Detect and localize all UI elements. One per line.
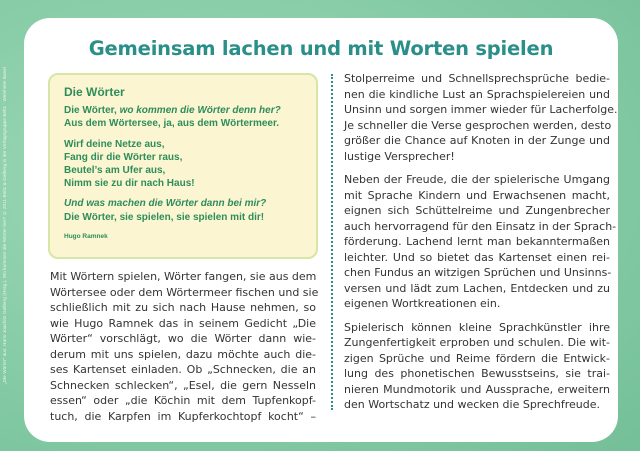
text-line: eignen sich Schüttelreime und Zungenbrecher <box>344 204 610 217</box>
text-line: Schnecken schlecken“, „Esel, die gern Nesseln <box>50 378 316 392</box>
text-line: Wörtersee oder dem Wörtermeer fischen und sie <box>50 285 319 299</box>
poem-line: Nimm sie zu dir nach Haus! <box>64 178 195 190</box>
text-line: Stolperreime und Schnellsprechsprüche bedie- <box>344 72 610 85</box>
text-line: zigen Sprüche und Reime fördern die Entwick- <box>344 351 610 365</box>
text-line: lung des phonetischen Bewusstseins, sie trai- <box>344 367 610 380</box>
poem-line: Beutel’s am Ufer aus, <box>64 165 166 177</box>
text-line: versen und lädt zum Lachen, Entdecken und zu <box>344 281 610 295</box>
text-line: wie Hugo Ramnek das in seinem Gedicht „Die <box>50 316 316 330</box>
text-line: Wörter“ vorschlägt, wo die Wörter dann wie- <box>50 332 316 345</box>
text-line: essen“ oder „die Köchin mit dem Tupfenkopf- <box>50 394 316 407</box>
right-column-text <box>344 71 618 421</box>
poem-line <box>64 104 302 117</box>
text-line: tuch, die Karpfen im Kupferkochtopf kocht“ – <box>50 409 316 423</box>
paragraph-1 <box>344 71 618 164</box>
poem-stanza-2 <box>64 138 302 191</box>
text-line: Neben der Freude, die der spielerische Umgang <box>344 173 610 186</box>
text-line: schließlich mit zu sich nach Hause nehmen, so <box>50 301 316 314</box>
content-card <box>24 18 618 442</box>
poem-line: Die Wörter, sie spielen, sie spielen mit dir! <box>64 211 265 223</box>
copyright-credit: „Die Wörter“ aus: Hans-Joachim Gelberg (Hrsg.), Wo kommen die Wörter her? © 2011 Beltz & Gelberg in der Verlagsgruppe Beltz · Weinheim Basel <box>2 67 7 384</box>
text-line: eigenen Wortkreationen ein. <box>344 297 501 310</box>
poem-line: Und was machen die Wörter dann bei mir? <box>64 198 267 210</box>
text-line: nen die kindliche Lust an Sprachspielereien und <box>344 87 610 101</box>
poem-author: Hugo Ramnek <box>64 232 108 240</box>
text-line: Je schneller die Verse gesprochen werden, desto <box>344 118 612 132</box>
poem-title: Die Wörter <box>64 85 125 99</box>
poem-stanza-3 <box>64 197 302 223</box>
poem-line-part-italic: wo kommen die Wörter denn her? <box>119 105 281 117</box>
text-line: Mit Wörtern spielen, Wörter fangen, sie aus dem <box>50 270 317 283</box>
text-line: ses Kartenset einladen. Ob „Schnecken, die an <box>50 363 316 376</box>
text-line: auch hervorragend für den Einsatz in der Sprach- <box>344 219 617 233</box>
text-line: Unsinn und sorgen immer wieder für Lacherfolge. <box>344 103 618 116</box>
poem-line: Wirf deine Netze aus, <box>64 138 165 150</box>
left-column-text <box>50 269 319 424</box>
text-line: förderung. Lachend lernt man bekanntermaßen <box>344 235 610 248</box>
column-divider <box>331 74 333 410</box>
text-line: nieren Mundmotorik und Aussprache, erweitern <box>344 382 610 396</box>
text-line: größer die Chance auf Knoten in der Zunge und <box>344 134 610 147</box>
poem-line: Fang dir die Wörter raus, <box>64 151 183 163</box>
text-line: Zungenfertigkeit erproben und schulen. Die wit- <box>344 336 610 349</box>
text-line: derum mit uns spielen, dazu möchte auch die- <box>50 347 316 361</box>
text-line: Spielerisch können kleine Sprachkünstler ihre <box>344 320 610 334</box>
text-line: leichter. Und so bietet das Kartenset einen rei- <box>344 250 610 264</box>
poem-stanza-1 <box>64 104 302 130</box>
poem-line-part: Die Wörter, <box>64 105 120 117</box>
poem-line: Aus dem Wörtersee, ja, aus dem Wörtermeer. <box>64 118 280 130</box>
text-line: den Wortschatz und wecken die Sprechfreude. <box>344 398 601 411</box>
text-line: mit Sprache Kindern und Erwachsenen macht, <box>344 188 610 202</box>
text-line: lustige Versprecher! <box>344 149 455 163</box>
text-line: chen Fundus an witzigen Sprüchen und Unsinns- <box>344 266 612 279</box>
paragraph-2 <box>344 172 617 312</box>
poem-box <box>48 73 318 259</box>
page-title: Gemeinsam lachen und mit Worten spielen <box>88 37 554 60</box>
paragraph-3 <box>344 320 610 413</box>
